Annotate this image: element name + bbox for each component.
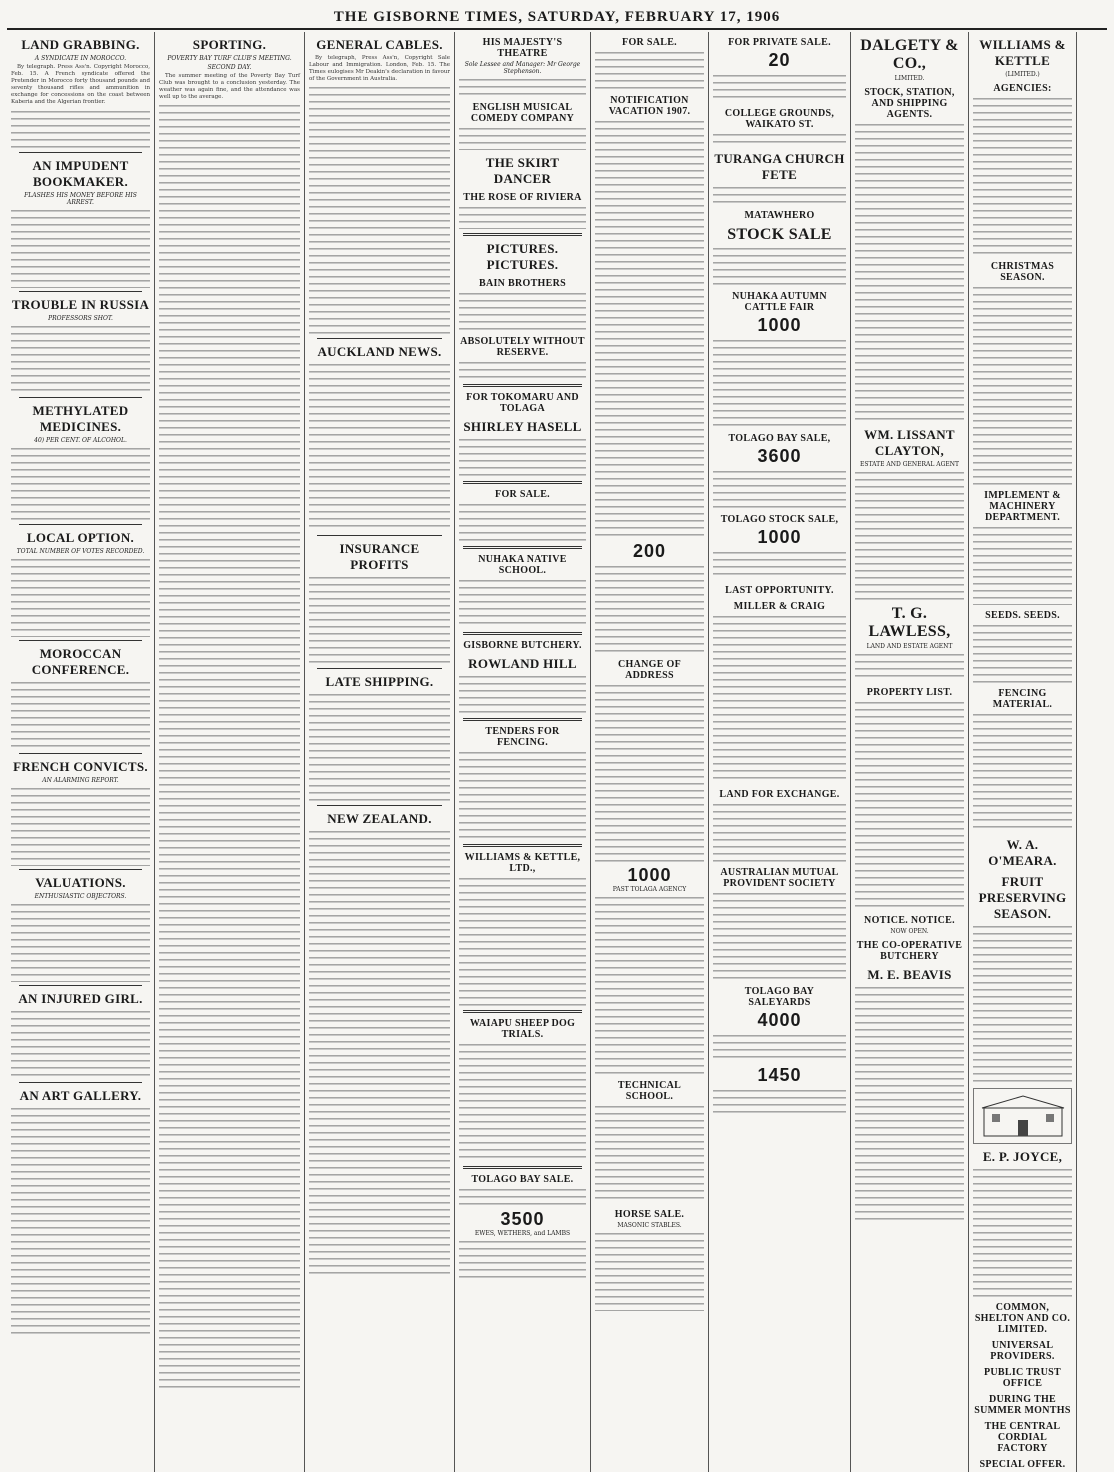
ad-headline: UNIVERSAL PROVIDERS. — [990, 1340, 1055, 1362]
ad-text-block — [459, 1042, 586, 1162]
ad-headline: T. G. LAWLESS, — [868, 605, 951, 640]
ad-text-block — [713, 891, 846, 981]
ad-text-block — [595, 1231, 704, 1311]
subhead: FLASHES HIS MONEY BEFORE HIS ARREST. — [24, 191, 137, 206]
divider — [317, 338, 442, 339]
ad-headline: MATAWHERO — [744, 210, 815, 221]
ad-text-block — [459, 360, 586, 380]
ad-text-block — [713, 132, 846, 146]
ad-text-block — [459, 291, 586, 331]
subhead: A SYNDICATE IN MOROCCO. — [34, 55, 127, 62]
article-text-block — [11, 557, 150, 637]
ad-text-block — [713, 614, 846, 784]
ad-label: (LIMITED.) — [1005, 71, 1040, 78]
divider — [19, 524, 142, 525]
ad-headline: MILLER & CRAIG — [733, 601, 826, 612]
ad-headline: WM. LISSANT CLAYTON, — [864, 427, 955, 458]
ad-text-block — [459, 750, 586, 840]
ad-text-block — [459, 876, 586, 1006]
ad-text-block — [973, 96, 1072, 256]
ad-number: 3600 — [757, 446, 802, 466]
ad-headline: M. E. BEAVIS — [867, 967, 952, 982]
article-lead: By telegraph. Press Ass'n. Copyright Morocco, Feb. 15. A French syndicate offered the Pretender in Morocco forty thousand pounds and seventy thousand rifles and ammunition in exchange for concessions on the coast between Kaberia and the Algerian frontier. — [11, 64, 150, 106]
ad-headline: PUBLIC TRUST OFFICE — [983, 1367, 1062, 1389]
ad-text-block — [973, 623, 1072, 683]
ad-headline: HIS MAJESTY'S THEATRE — [482, 37, 563, 59]
article-text-block — [11, 680, 150, 750]
divider — [19, 640, 142, 641]
ad-text-block — [595, 895, 704, 1075]
ad-headline: ABSOLUTELY WITHOUT RESERVE. — [460, 336, 585, 358]
headline: INSURANCE PROFITS — [339, 541, 420, 573]
article-text-block — [309, 829, 450, 1279]
divider — [463, 233, 582, 236]
divider — [19, 869, 142, 870]
ad-headline: W. A. O'MEARA. — [988, 837, 1057, 868]
ad-text-block — [459, 674, 586, 714]
ad-headline: TECHNICAL SCHOOL. — [617, 1080, 682, 1102]
ad-headline: TOLAGO STOCK SALE, — [720, 514, 839, 525]
article-lead: The summer meeting of the Poverty Bay Turf Club was brought to a conclusion yesterday. The weather was again fine, and the attendance was well up to the average. — [159, 73, 300, 101]
headline: LATE SHIPPING. — [325, 674, 434, 690]
ad-text-block — [973, 525, 1072, 605]
divider — [19, 753, 142, 754]
ad-headline: E. P. JOYCE, — [982, 1149, 1063, 1164]
masthead — [7, 6, 1107, 30]
ad-number: 20 — [768, 50, 791, 70]
divider — [317, 668, 442, 669]
article-text-block — [11, 446, 150, 521]
ad-text-block — [459, 437, 586, 477]
ad-text-block — [855, 470, 964, 600]
headline: METHYLATED MEDICINES. — [32, 402, 129, 434]
ad-text-block — [595, 564, 704, 654]
ad-headline: AGENCIES: — [993, 83, 1052, 94]
ad-text-block — [595, 1104, 704, 1204]
divider — [463, 632, 582, 635]
article-text-block — [309, 85, 450, 335]
subhead: PROFESSORS SHOT. — [48, 314, 113, 322]
ad-number: 200 — [632, 541, 667, 561]
ad-text-block — [595, 119, 704, 539]
ad-text-block — [713, 802, 846, 862]
ad-headline: FOR SALE. — [495, 489, 550, 500]
divider — [463, 384, 582, 387]
ad-headline: NOTICE. NOTICE. — [864, 915, 955, 926]
headline: LOCAL OPTION. — [26, 529, 135, 545]
ad-headline: FENCING MATERIAL. — [992, 688, 1053, 710]
ad-text-block — [855, 700, 964, 910]
ad-headline: SHIRLEY HASELL — [463, 419, 582, 434]
divider — [463, 1166, 582, 1169]
ad-headline: TOLAGO BAY SALEYARDS — [744, 986, 815, 1008]
headline: GENERAL CABLES. — [316, 37, 443, 52]
ad-label: ESTATE AND GENERAL AGENT — [859, 461, 960, 468]
ad-headline: WAIAPU SHEEP DOG TRIALS. — [469, 1018, 576, 1040]
column-6 — [709, 32, 851, 1472]
headline: AUCKLAND NEWS. — [317, 344, 442, 360]
article-text-block — [309, 692, 450, 802]
ad-headline: FOR PRIVATE SALE. — [728, 37, 831, 48]
ad-text-block — [459, 77, 586, 97]
ad-headline: ENGLISH MUSICAL COMEDY COMPANY — [470, 102, 575, 124]
article-text-block — [11, 109, 150, 149]
divider — [463, 1010, 582, 1013]
divider — [317, 805, 442, 806]
headline: LAND GRABBING. — [21, 37, 140, 52]
ad-headline: GISBORNE BUTCHERY. — [463, 640, 582, 651]
subhead: TOTAL NUMBER OF VOTES RECORDED. — [16, 547, 145, 555]
ad-number: 3500 — [500, 1209, 545, 1229]
ad-headline: FOR TOKOMARU AND TOLAGA — [466, 392, 579, 414]
headline: TROUBLE IN RUSSIA — [11, 296, 150, 312]
ad-text-block — [713, 338, 846, 428]
article-text-block — [309, 575, 450, 665]
ad-headline: IMPLEMENT & MACHINERY DEPARTMENT. — [984, 490, 1061, 523]
ad-label: PAST TOLAGA AGENCY — [612, 886, 687, 893]
headline: AN INJURED GIRL. — [18, 990, 143, 1006]
headline: VALUATIONS. — [35, 874, 126, 890]
ad-text-block — [459, 502, 586, 542]
ad-number: 1000 — [757, 527, 802, 547]
ad-text-block — [713, 185, 846, 205]
ad-headline: TOLAGO BAY SALE, — [728, 433, 831, 444]
ad-headline: THE ROSE OF RIVIERA — [463, 192, 582, 203]
ad-text-block — [855, 985, 964, 1225]
divider — [463, 718, 582, 721]
ad-label: NOW OPEN. — [890, 928, 929, 935]
ad-headline: HORSE SALE. — [614, 1209, 685, 1220]
ad-text-block — [713, 73, 846, 103]
ad-headline: FRUIT PRESERVING SEASON. — [978, 874, 1067, 921]
ad-headline: COMMON, SHELTON AND CO. LIMITED. — [974, 1302, 1071, 1335]
article-text-block — [11, 786, 150, 866]
ad-number: 1450 — [757, 1065, 802, 1085]
article-lead: By telegraph, Press Ass'n, Copyright Sale Labour and Immigration. London, Feb. 15. The Times eulogises Mr Deakin's declaration in favour of the Government in Australia. — [309, 55, 450, 83]
ad-text-block — [459, 126, 586, 150]
ad-text-block — [459, 205, 586, 229]
ad-headline: WILLIAMS & KETTLE — [979, 37, 1066, 68]
building-illustration — [973, 1088, 1072, 1144]
ad-headline: ROWLAND HILL — [468, 656, 577, 671]
divider — [463, 546, 582, 549]
ad-label: LAND AND ESTATE AGENT — [866, 643, 953, 650]
ad-headline: SPECIAL OFFER. — [979, 1459, 1066, 1470]
ad-headline: AUSTRALIAN MUTUAL PROVIDENT SOCIETY — [720, 867, 839, 889]
column-5 — [591, 32, 709, 1472]
ad-headline: THE SKIRT DANCER — [485, 155, 560, 186]
ad-headline: WILLIAMS & KETTLE, LTD., — [464, 852, 581, 874]
ad-text-block — [973, 285, 1072, 485]
ad-label: MASONIC STABLES. — [617, 1222, 682, 1229]
divider — [19, 397, 142, 398]
page-title: THE GISBORNE TIMES, SATURDAY, FEBRUARY 17, 1906 — [333, 8, 781, 25]
headline: NEW ZEALAND. — [327, 811, 432, 827]
column-2 — [155, 32, 305, 1472]
column-9 — [1077, 32, 1085, 1472]
article-text-block — [11, 1106, 150, 1336]
ad-headline: NOTIFICATION VACATION 1907. — [608, 95, 691, 117]
headline: MOROCCAN CONFERENCE. — [31, 645, 130, 677]
column-1 — [7, 32, 155, 1472]
ad-subhead: Sole Lessee and Manager: Mr George Stephenson. — [464, 61, 581, 75]
ad-headline: PICTURES. PICTURES. — [486, 241, 559, 272]
divider — [19, 152, 142, 153]
ad-headline: NUHAKA AUTUMN CATTLE FAIR — [732, 291, 827, 313]
ad-text-block — [973, 924, 1072, 1084]
ad-headline: LAST OPPORTUNITY. — [725, 585, 834, 596]
newspaper-page — [7, 6, 1107, 1470]
ad-number: 1000 — [627, 865, 672, 885]
subhead: AN ALARMING REPORT. — [42, 776, 119, 784]
ad-headline: DALGETY & CO., — [860, 37, 959, 72]
divider — [19, 291, 142, 292]
divider — [19, 1082, 142, 1083]
ad-text-block — [855, 122, 964, 422]
ad-headline: TOLAGO BAY SALE. — [471, 1174, 574, 1185]
ad-text-block — [713, 469, 846, 509]
article-text-block — [309, 362, 450, 532]
ad-headline: COLLEGE GROUNDS, WAIKATO ST. — [724, 108, 835, 130]
ad-headline: THE CENTRAL CORDIAL FACTORY — [984, 1421, 1061, 1454]
ad-headline: FOR SALE. — [622, 37, 677, 48]
article-text — [309, 55, 450, 83]
ad-text-block — [855, 652, 964, 682]
article-text — [159, 73, 300, 101]
columns — [7, 32, 1107, 1470]
ad-text-block — [713, 1088, 846, 1118]
ad-headline: LAND FOR EXCHANGE. — [719, 789, 840, 800]
subhead: POVERTY BAY TURF CLUB'S MEETING. — [167, 55, 292, 62]
ad-headline: THE CO-OPERATIVE BUTCHERY — [856, 940, 963, 962]
ad-label: EWES, WETHERS, and LAMBS — [474, 1230, 571, 1237]
headline: AN ART GALLERY. — [19, 1087, 142, 1103]
subhead: 40) PER CENT. OF ALCOHOL. — [34, 436, 127, 444]
article-text-block — [11, 902, 150, 982]
column-3 — [305, 32, 455, 1472]
subhead: ENTHUSIASTIC OBJECTORS. — [34, 892, 127, 900]
ad-headline: PROPERTY LIST. — [866, 687, 953, 698]
ad-headline: NUHAKA NATIVE SCHOOL. — [478, 554, 567, 576]
ad-headline: BAIN BROTHERS — [479, 278, 566, 289]
subhead: SECOND DAY. — [207, 64, 252, 71]
column-7 — [851, 32, 969, 1472]
ad-text-block — [713, 246, 846, 286]
article-text-block — [11, 1009, 150, 1079]
divider — [463, 481, 582, 484]
divider — [317, 535, 442, 536]
ad-headline: STOCK, STATION, AND SHIPPING AGENTS. — [864, 87, 955, 120]
ad-text-block — [595, 50, 704, 90]
ad-headline: STOCK SALE — [727, 226, 832, 243]
column-4 — [455, 32, 591, 1472]
headline: SPORTING. — [192, 37, 267, 52]
article-text — [11, 64, 150, 107]
ad-text-block — [713, 1033, 846, 1063]
divider — [463, 844, 582, 847]
headline: FRENCH CONVICTS. — [13, 758, 148, 774]
ad-text-block — [595, 683, 704, 863]
ad-number: 1000 — [757, 315, 802, 335]
ad-label: LIMITED. — [894, 75, 925, 82]
building-icon — [978, 1094, 1068, 1138]
ad-headline: TURANGA CHURCH FETE — [714, 151, 845, 182]
divider — [19, 985, 142, 986]
ad-headline: SEEDS. SEEDS. — [985, 610, 1060, 621]
article-text-block — [11, 208, 150, 288]
ad-text-block — [459, 1187, 586, 1207]
article-text-block — [159, 103, 300, 1393]
column-8 — [969, 32, 1077, 1472]
ad-text-block — [459, 578, 586, 628]
article-text-block — [11, 324, 150, 394]
ad-text-block — [713, 550, 846, 580]
ad-text-block — [973, 1167, 1072, 1297]
ad-headline: DURING THE SUMMER MONTHS — [974, 1394, 1071, 1416]
ad-headline: TENDERS FOR FENCING. — [485, 726, 560, 748]
headline: AN IMPUDENT BOOKMAKER. — [32, 157, 129, 189]
ad-text-block — [973, 712, 1072, 832]
ad-headline: CHRISTMAS SEASON. — [990, 261, 1055, 283]
ad-text-block — [459, 1239, 586, 1279]
ad-number: 4000 — [757, 1010, 802, 1030]
ad-headline: CHANGE OF ADDRESS — [618, 659, 681, 681]
